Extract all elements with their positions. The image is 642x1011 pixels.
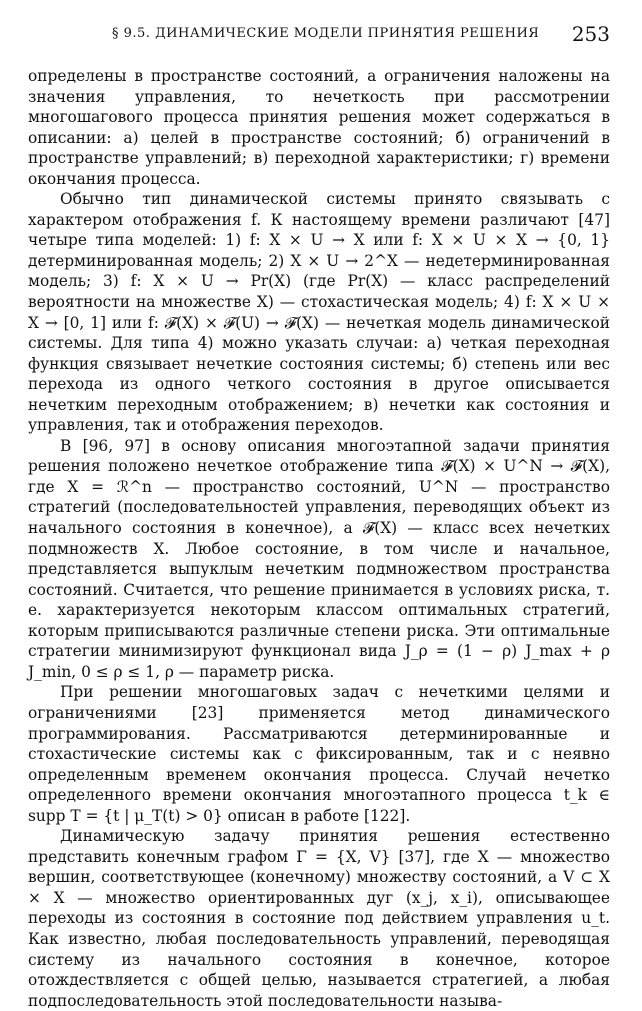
page-number: 253 <box>571 22 610 46</box>
section-title: § 9.5. ДИНАМИЧЕСКИЕ МОДЕЛИ ПРИНЯТИЯ РЕШЕНИЯ <box>112 26 540 41</box>
paragraph-2: Обычно тип динамической системы принято связывать с характером отображения f. К настоящему времени различают [47] четыре типа моделей: 1) f: X × U → X или f: X × U × X → {0, 1} детерминированная модель; 2) X × U → 2^X — недетерминированная модель; 3) f: X × U → Pr(X) (где Pr(X) — класс распределений вероятности на множестве X) — стохастическая модель; 4) f: X × U × X → [0, 1] или f: 𝓕(X) × 𝓕(U) → 𝓕(X) — нечеткая модель динамической системы. Для типа 4) можно указать случаи: а) четкая переходная функция связывает нечеткие состояния системы; б) степень или вес перехода из одного четкого состояния в другое описывается нечетким переходным отображением; в) нечетки как состояния и управления, так и отображения переходов. <box>28 190 610 435</box>
body-text <box>28 66 610 1011</box>
paragraph-1: определены в пространстве состояний, а ограничения наложены на значения управления, то нечеткость при рассмотрении многошагового процесса принятия решения может содержаться в описании: а) целей в пространстве состояний; б) ограничений в пространстве управлений; в) переходной характеристики; г) времени окончания процесса. <box>28 67 610 188</box>
paragraph-5: Динамическую задачу принятия решения естественно представить конечным графом Γ = {X, V} [37], где X — множество вершин, соответствующее (конечному) множеству состояний, а V ⊂ X × X — множество ориентированных дуг (x_j, x_i), описывающее переходы из состояния в состояние под действием управления u_t. Как известно, любая последовательность управлений, переводящая систему из начального состояния в конечное, которое отождествляется с общей целью, называется стратегией, а любая подпоследовательность этой последовательности называ- <box>28 827 610 1010</box>
paragraph-3: В [96, 97] в основу описания многоэтапной задачи принятия решения положено нечеткое отображение типа 𝓕(X) × U^N → 𝓕(X), где X = ℛ^n — пространство состояний, U^N — пространство стратегий (последовательностей управления, переводящих объект из начального состояния в конечное), а 𝓕(X) — класс всех нечетких подмножеств X. Любое состояние, в том числе и начальное, представляется выпуклым нечетким подмножеством пространства состояний. Считается, что решение принимается в условиях риска, т. е. характеризуется некоторым классом оптимальных стратегий, которым приписываются различные степени риска. Эти оптимальные стратегии минимизируют функционал вида J_ρ = (1 − ρ) J_max + ρ J_min, 0 ≤ ρ ≤ 1, ρ — параметр риска. <box>28 436 610 681</box>
running-head <box>0 22 642 48</box>
paragraph-4: При решении многошаговых задач с нечеткими целями и ограничениями [23] применяется метод динамического программирования. Рассматриваются детерминированные и стохастические системы как с фиксированным, так и с неявно определенным временем окончания процесса. Случай нечетко определенного времени окончания многоэтапного процесса t_k ∈ supp T = {t | μ_T(t) > 0} описан в работе [122]. <box>28 683 610 825</box>
